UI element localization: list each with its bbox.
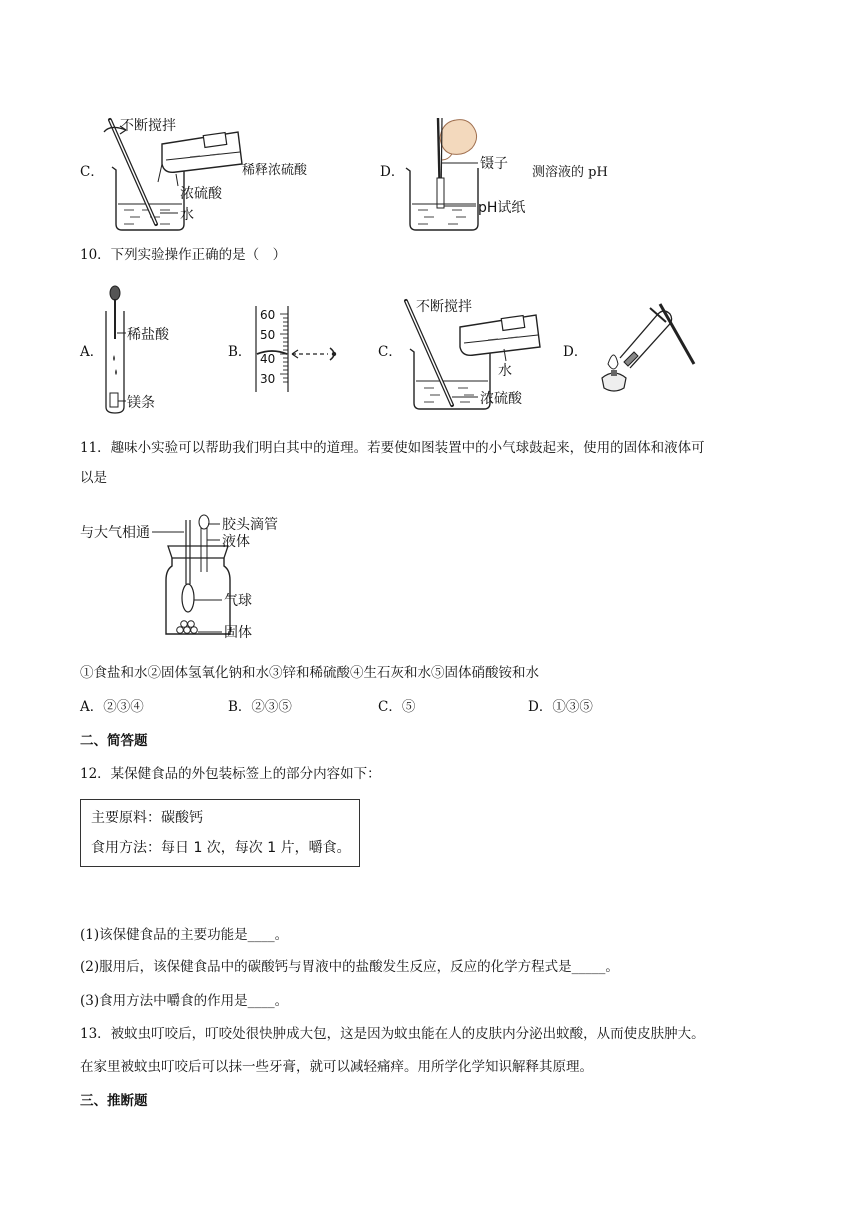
q10b-tick-3: 30 <box>260 372 276 386</box>
q10-option-c-figure <box>398 293 558 415</box>
q10b-tick-0: 60 <box>260 308 276 322</box>
q10b-tick-2: 40 <box>260 352 276 366</box>
q10-option-a-letter: A． <box>80 344 104 360</box>
q10c-water-label: 水 <box>498 363 512 379</box>
q9-option-c-letter: C． <box>80 164 104 180</box>
q9-option-d-figure <box>402 108 632 236</box>
q11-air-label: 与大气相通 <box>80 525 150 541</box>
q9c-caption: 稀释浓硫酸 <box>242 163 308 178</box>
q12-sub1: (1)该保健食品的主要功能是____。 <box>80 927 289 943</box>
q10b-tick-1: 50 <box>260 328 276 342</box>
q10-option-c-letter: C． <box>378 344 402 360</box>
q10a-mg-label: 镁条 <box>127 395 155 411</box>
q9-option-c-figure <box>100 112 340 234</box>
q9d-tweezers-label: 镊子 <box>480 156 508 172</box>
q11-balloon-label: 气球 <box>224 593 252 609</box>
q11-dropper-label: 胶头滴管 <box>222 517 278 533</box>
q11-stem-line1: 11．趣味小实验可以帮助我们明白其中的道理。若要使如图装置中的小气球鼓起来，使用的固体和液体可 <box>80 440 705 456</box>
q11-solid-label: 固体 <box>224 625 252 641</box>
q11-option-a[interactable]: A．②③④ <box>80 699 144 715</box>
q12-label-box <box>80 799 360 867</box>
q13-line1: 13．被蚊虫叮咬后，叮咬处很快肿成大包，这是因为蚊虫能在人的皮肤内分泌出蚊酸，从而使皮肤肿大。 <box>80 1026 705 1042</box>
q13-line2: 在家里被蚊虫叮咬后可以抹一些牙膏，就可以减轻痛痒。用所学化学知识解释其原理。 <box>80 1059 593 1075</box>
q12-sub2: (2)服用后，该保健食品中的碳酸钙与胃液中的盐酸发生反应，反应的化学方程式是_____。 <box>80 959 619 975</box>
q12-stem: 12．某保健食品的外包装标签上的部分内容如下： <box>80 766 381 782</box>
q11-liquid-label: 液体 <box>222 534 250 550</box>
q10-option-b-figure <box>252 302 352 398</box>
q9c-stir-label: 不断搅拌 <box>120 118 176 134</box>
q11-option-d[interactable]: D．①③⑤ <box>528 699 593 715</box>
q9c-water-label: 水 <box>180 207 194 223</box>
q12-sub3: (3)食用方法中嚼食的作用是____。 <box>80 993 289 1009</box>
section-3-heading: 三、推断题 <box>80 1093 148 1109</box>
q10-option-b-letter: B． <box>228 344 252 360</box>
q9c-acid-label: 浓硫酸 <box>180 186 222 202</box>
q10-option-d-letter: D． <box>563 344 588 360</box>
q10a-acid-label: 稀盐酸 <box>127 327 169 343</box>
q11-apparatus-figure <box>80 510 300 646</box>
q12-label-line1: 主要原料：碳酸钙 <box>91 810 203 826</box>
q11-stem-line2: 以是 <box>80 470 107 486</box>
q10c-stir-label: 不断搅拌 <box>416 299 472 315</box>
q10-option-a-figure <box>100 283 200 417</box>
q11-option-b[interactable]: B．②③⑤ <box>228 699 292 715</box>
q10c-acid-label: 浓硫酸 <box>480 391 522 407</box>
q11-items: ①食盐和水②固体氢氧化钠和水③锌和稀硫酸④生石灰和水⑤固体硝酸铵和水 <box>80 665 539 681</box>
q11-option-c[interactable]: C．⑤ <box>378 699 416 715</box>
section-2-heading: 二、简答题 <box>80 733 148 749</box>
q9-option-d-letter: D． <box>380 164 405 180</box>
q10-stem: 10．下列实验操作正确的是（ ） <box>80 247 287 263</box>
q9d-paper-label: pH试纸 <box>478 200 526 216</box>
q12-label-line2: 食用方法：每日 1 次，每次 1 片，嚼食。 <box>91 840 351 856</box>
q9d-caption: 测溶液的 pH <box>532 165 608 180</box>
q10-option-d-figure <box>594 294 704 400</box>
